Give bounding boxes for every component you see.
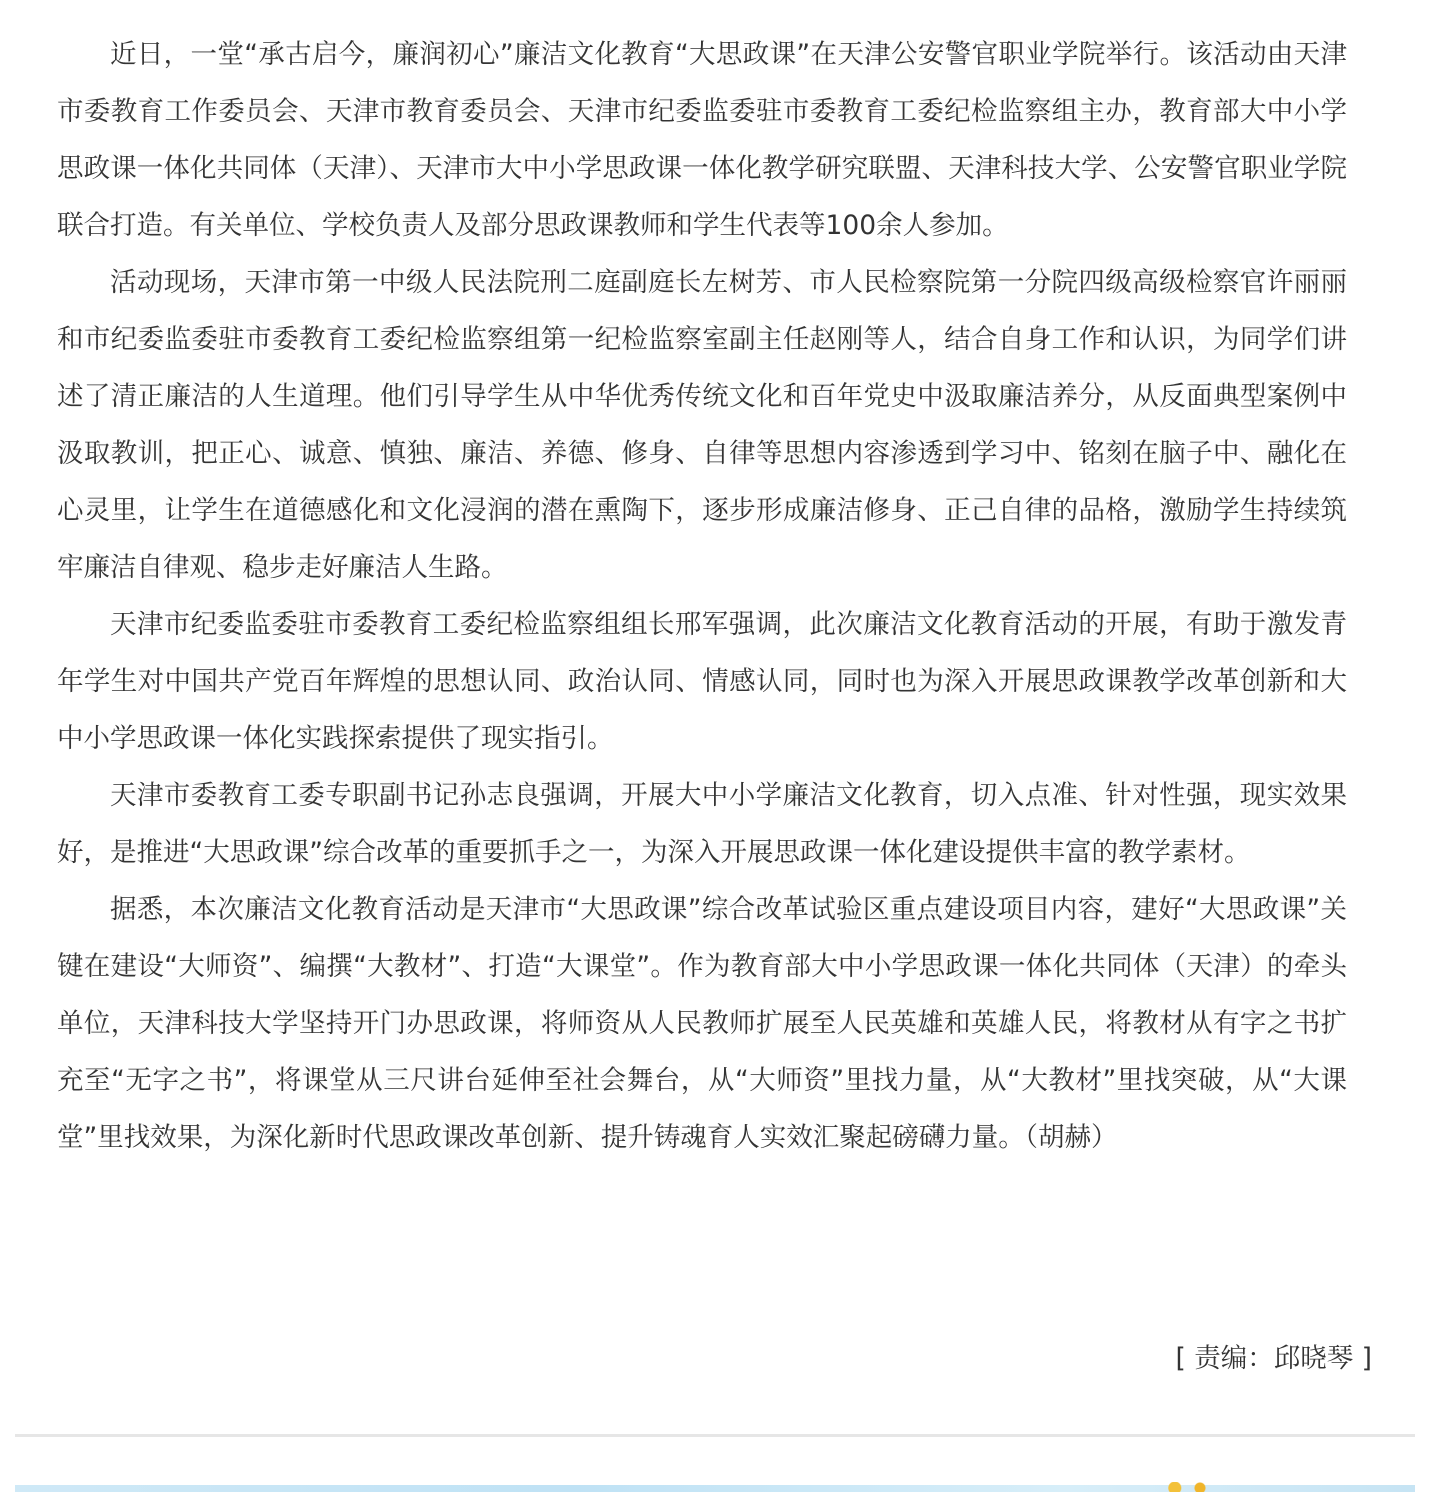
article-paragraph-3: 天津市纪委监委驻市委教育工委纪检监察组组长邢军强调，此次廉洁文化教育活动的开展，有助于激发青年学生对中国共产党百年辉煌的思想认同、政治认同、情感认同，同时也为深入开展思政课教学改革创新和大中小学思政课一体化实践探索提供了现实指引。	[57, 609, 1347, 754]
content-divider	[15, 1434, 1415, 1437]
editor-credit: [ 责编：邱晓琴 ]	[1175, 1343, 1372, 1374]
article-body	[57, 26, 1347, 1166]
article-paragraph-1: 近日，一堂“承古启今，廉润初心”廉洁文化教育“大思政课”在天津公安警官职业学院举行。该活动由天津市委教育工作委员会、天津市教育委员会、天津市纪委监委驻市委教育工委纪检监察组主办，教育部大中小学思政课一体化共同体（天津）、天津市大中小学思政课一体化教学研究联盟、天津科技大学、公安警官职业学院联合打造。有关单位、学校负责人及部分思政课教师和学生代表等100余人参加。	[57, 39, 1347, 241]
banner-decoration	[1158, 1482, 1214, 1492]
article-paragraph-4: 天津市委教育工委专职副书记孙志良强调，开展大中小学廉洁文化教育，切入点准、针对性强，现实效果好，是推进“大思政课”综合改革的重要抓手之一，为深入开展思政课一体化建设提供丰富的教学素材。	[57, 780, 1347, 868]
article-paragraph-5: 据悉，本次廉洁文化教育活动是天津市“大思政课”综合改革试验区重点建设项目内容，建好“大思政课”关键在建设“大师资”、编撰“大教材”、打造“大课堂”。作为教育部大中小学思政课一体化共同体（天津）的牵头单位，天津科技大学坚持开门办思政课，将师资从人民教师扩展至人民英雄和英雄人民，将教材从有字之书扩充至“无字之书”，将课堂从三尺讲台延伸至社会舞台，从“大师资”里找力量，从“大教材”里找突破，从“大课堂”里找效果，为深化新时代思政课改革创新、提升铸魂育人实效汇聚起磅礴力量。（胡赫）	[57, 894, 1347, 1153]
article-paragraph-2: 活动现场，天津市第一中级人民法院刑二庭副庭长左树芳、市人民检察院第一分院四级高级检察官许丽丽和市纪委监委驻市委教育工委纪检监察组第一纪检监察室副主任赵刚等人，结合自身工作和认识，为同学们讲述了清正廉洁的人生道理。他们引导学生从中华优秀传统文化和百年党史中汲取廉洁养分，从反面典型案例中汲取教训，把正心、诚意、慎独、廉洁、养德、修身、自律等思想内容渗透到学习中、铭刻在脑子中、融化在心灵里，让学生在道德感化和文化浸润的潜在熏陶下，逐步形成廉洁修身、正己自律的品格，激励学生持续筑牢廉洁自律观、稳步走好廉洁人生路。	[57, 267, 1347, 583]
